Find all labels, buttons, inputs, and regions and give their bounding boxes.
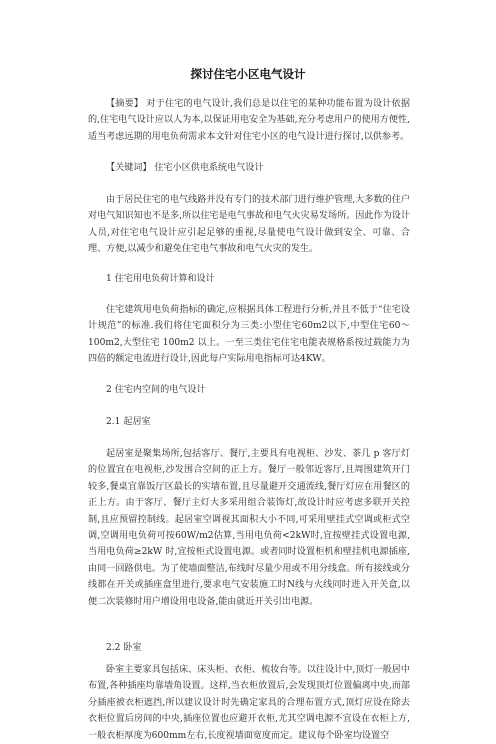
section-1-heading: 1 住宅用电负荷计算和设计 bbox=[106, 274, 215, 284]
section-2-1-paragraph: 起居室是聚集场所,包括客厅、餐厅,主要具有电视柜、沙发、茶几 p 客厅灯的位置宜在电视柜,沙发围合空间的正上方。餐厅一般邻近客厅,且周围建筑开门较多,餐桌宜靠饭厅区最长的实墙布置,且尽量避开交通流线,餐厅灯应在用餐区的正上方。由于客厅、餐厅主灯大多采用组合装饰灯,故设计时应考虑多联开关控制,且应预留控制线。起居室空调视其面积大小不同,可采用壁挂式空调或柜式空调,空调用电负荷可按60W/m2估算,当用电负荷<2kW时,宜按壁挂式设置电源,当用电负荷≥2kW 时,宜按柜式设置电源。或者同时设置柜机和壁挂机电源插座,由同一回路供电。为了使墙面整洁,布线时尽量少用或不用分线盒。所有接线或分线都在开关或插座盒里进行,要求电气安装施工时N线与火线同时进入开关盒,以便二次装修时用户增设用电设备,能由就近开关引出电源。 bbox=[88, 449, 410, 607]
document-title: 探讨住宅小区电气设计 bbox=[190, 67, 306, 81]
section-2-heading: 2 住宅内空间的电气设计 bbox=[106, 385, 206, 395]
intro-paragraph: 由于居民住宅的电气线路并没有专门的技术部门进行维护管理,大多数的住户对电气知识知也不是多,所以住宅是电气事故和电气火灾易发场所。因此作为设计人员,对住宅电气设计应引起足够的重视,尽量使电气设计做到安全、可靠、合理、方便,以减少和避免住宅电气事故和电气火灾的发生。 bbox=[88, 195, 410, 255]
keywords-line: 【关键词】 住宅小区供电系统电气设计 bbox=[106, 163, 264, 173]
section-2-2-paragraph: 卧室主要家具包括床、床头柜、衣柜、梳妆台等。以往设计中,顶灯一般居中布置,各种插座均靠墙角设置。这样,当衣柜放置后,会发现顶灯位置偏离中央,而部分插座被衣柜遮挡,所以建议设计时先确定家具的合理布置方式,顶灯应设在除去衣柜位置后房间的中央,插座位置也应避开衣柜,尤其空调电源不宜设在衣柜上方,一般衣柜厚度为600mm左右,长度视墙面宽度而定。建议每个卧室均设置空 bbox=[88, 665, 410, 741]
section-2-1-heading: 2.1 起居室 bbox=[106, 417, 151, 427]
section-2-2-heading: 2.2 卧室 bbox=[106, 643, 142, 653]
section-1-paragraph: 住宅建筑用电负荷指标的确定,应根据具体工程进行分析,并且不低于“住宅设计规范”的标准.我们将住宅面积分为三类:小型住宅60m2以下,中型住宅60～100m2,大型住宅 100m2 以上。一至三类住宅住宅电能表规格系按过载能力为四倍的额定电流进行设计,因此每户实际用电指标可达4KW。 bbox=[88, 305, 410, 365]
abstract-paragraph: 【摘要】 对于住宅的电气设计,我们总是以住宅的某种功能布置为设计依据的,住宅电气设计应以人为本,以保证用电安全为基础,充分考虑用户的使用方便性,适当考虑远期的用电负荷需求本文针对住宅小区的电气设计进行探讨,以供参考。 bbox=[88, 99, 410, 142]
